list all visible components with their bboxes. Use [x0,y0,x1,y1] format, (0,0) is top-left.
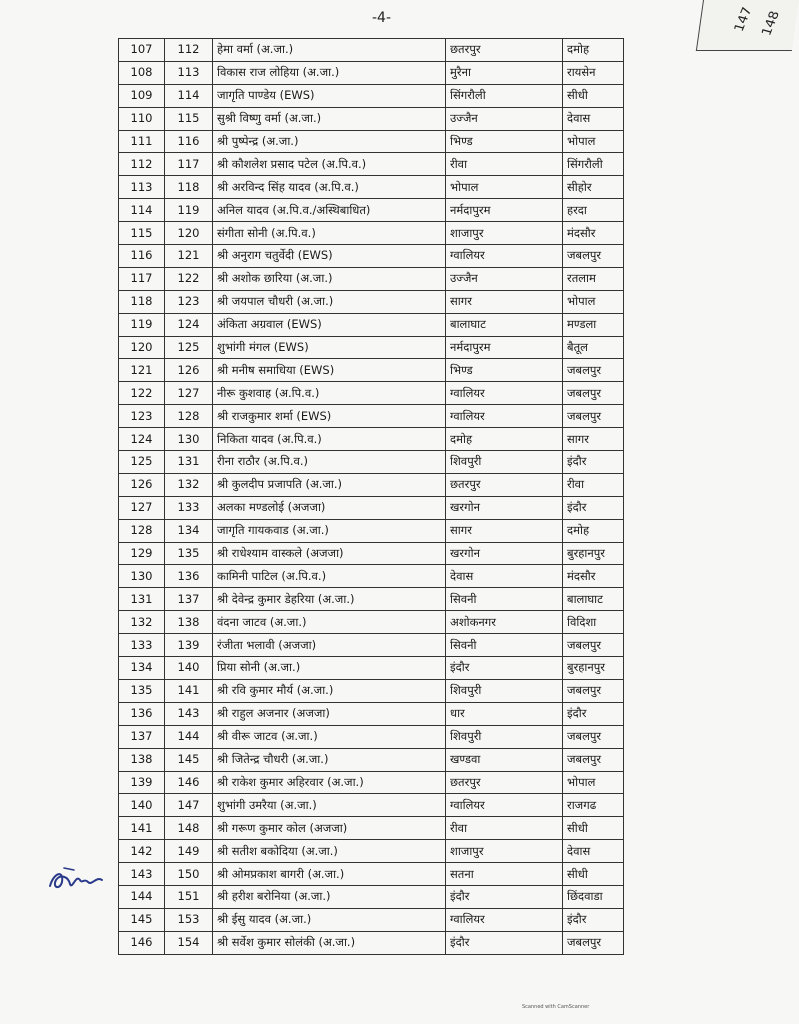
new-posting-cell: इंदौर [563,702,624,725]
table-row [119,199,624,222]
current-posting-cell: ग्वालियर [446,382,563,405]
table-row [119,313,624,336]
serial-number-cell: 133 [119,634,165,657]
employee-name-cell: वंदना जाटव (अ.जा.) [213,611,446,634]
new-posting-cell: जबलपुर [563,405,624,428]
serial-number-cell: 137 [119,725,165,748]
serial-number-cell: 140 [119,794,165,817]
table-row [119,496,624,519]
serial-number-cell: 119 [119,313,165,336]
serial-number-cell: 144 [119,885,165,908]
table-row [119,61,624,84]
employee-name-cell: श्री हरीश बरोनिया (अ.जा.) [213,885,446,908]
employee-name-cell: श्री मनीष समाधिया (EWS) [213,359,446,382]
current-posting-cell: इंदौर [446,931,563,954]
employee-name-cell: अंकिता अग्रवाल (EWS) [213,313,446,336]
table-row [119,725,624,748]
serial-number-cell: 117 [119,267,165,290]
new-posting-cell: भोपाल [563,290,624,313]
employee-name-cell: सुश्री विष्णु वर्मा (अ.जा.) [213,107,446,130]
table-row [119,176,624,199]
current-posting-cell: भिण्ड [446,130,563,153]
serial-number-cell: 112 [119,153,165,176]
signature-mark [44,862,108,898]
employee-name-cell: शुभांगी मंगल (EWS) [213,336,446,359]
roll-number-cell: 147 [165,794,213,817]
table-row [119,679,624,702]
new-posting-cell: दमोह [563,519,624,542]
new-posting-cell: सीधी [563,817,624,840]
current-posting-cell: सिवनी [446,588,563,611]
roll-number-cell: 133 [165,496,213,519]
table-row [119,588,624,611]
serial-number-cell: 121 [119,359,165,382]
table-row [119,130,624,153]
current-posting-cell: शिवपुरी [446,725,563,748]
current-posting-cell: मुरैना [446,61,563,84]
employee-name-cell: श्री अरविन्द सिंह यादव (अ.पि.व.) [213,176,446,199]
table-row [119,634,624,657]
table-row [119,107,624,130]
serial-number-cell: 116 [119,245,165,268]
new-posting-cell: बालाघाट [563,588,624,611]
roll-number-cell: 151 [165,885,213,908]
employee-name-cell: श्री देवेन्द्र कुमार डेहरिया (अ.जा.) [213,588,446,611]
current-posting-cell: धार [446,702,563,725]
roll-number-cell: 131 [165,451,213,474]
employee-name-cell: जागृति पाण्डेय (EWS) [213,84,446,107]
new-posting-cell: देवास [563,840,624,863]
new-posting-cell: जबलपुर [563,634,624,657]
current-posting-cell: सागर [446,290,563,313]
employee-name-cell: अलका मण्डलोई (अजजा) [213,496,446,519]
table-row [119,245,624,268]
serial-number-cell: 120 [119,336,165,359]
serial-number-cell: 128 [119,519,165,542]
roll-number-cell: 116 [165,130,213,153]
serial-number-cell: 132 [119,611,165,634]
new-posting-cell: भोपाल [563,771,624,794]
corner-mark-2: 148 [759,9,783,38]
current-posting-cell: ग्वालियर [446,908,563,931]
new-posting-cell: जबलपुर [563,382,624,405]
employee-name-cell: विकास राज लोहिया (अ.जा.) [213,61,446,84]
current-posting-cell: इंदौर [446,885,563,908]
employee-name-cell: श्री सर्वेश कुमार सोलंकी (अ.जा.) [213,931,446,954]
serial-number-cell: 110 [119,107,165,130]
serial-number-cell: 118 [119,290,165,313]
employee-name-cell: श्री सतीश बकोदिया (अ.जा.) [213,840,446,863]
table-row [119,451,624,474]
roll-number-cell: 144 [165,725,213,748]
roll-number-cell: 134 [165,519,213,542]
serial-number-cell: 134 [119,657,165,680]
new-posting-cell: जबलपुर [563,748,624,771]
scanner-footer: Scanned with CamScanner [522,1004,590,1010]
table-row [119,565,624,588]
serial-number-cell: 115 [119,222,165,245]
roll-number-cell: 141 [165,679,213,702]
roll-number-cell: 127 [165,382,213,405]
roll-number-cell: 126 [165,359,213,382]
current-posting-cell: इंदौर [446,657,563,680]
current-posting-cell: शाजापुर [446,840,563,863]
corner-mark-1: 147 [731,5,756,34]
new-posting-cell: सीधी [563,863,624,886]
employee-name-cell: रंजीता भलावी (अजजा) [213,634,446,657]
roll-number-cell: 132 [165,473,213,496]
new-posting-cell: जबलपुर [563,725,624,748]
roll-number-cell: 137 [165,588,213,611]
serial-number-cell: 130 [119,565,165,588]
roll-number-cell: 138 [165,611,213,634]
current-posting-cell: भोपाल [446,176,563,199]
current-posting-cell: उज्जैन [446,107,563,130]
roll-number-cell: 119 [165,199,213,222]
employee-name-cell: श्री राधेश्याम वास्कले (अजजा) [213,542,446,565]
corner-stamp [696,0,799,51]
current-posting-cell: रीवा [446,817,563,840]
employee-name-cell: कामिनी पाटिल (अ.पि.व.) [213,565,446,588]
table-row [119,359,624,382]
employee-name-cell: श्री कुलदीप प्रजापति (अ.जा.) [213,473,446,496]
table-row [119,222,624,245]
new-posting-cell: सिंगरौली [563,153,624,176]
table-row [119,336,624,359]
roll-number-cell: 125 [165,336,213,359]
table-row [119,153,624,176]
roll-number-cell: 112 [165,39,213,62]
current-posting-cell: नर्मदापुरम [446,336,563,359]
new-posting-cell: हरदा [563,199,624,222]
table-row [119,885,624,908]
new-posting-cell: सीधी [563,84,624,107]
serial-number-cell: 146 [119,931,165,954]
current-posting-cell: खण्डवा [446,748,563,771]
serial-number-cell: 142 [119,840,165,863]
table-row [119,931,624,954]
current-posting-cell: शिवपुरी [446,451,563,474]
roll-number-cell: 140 [165,657,213,680]
current-posting-cell: बालाघाट [446,313,563,336]
roll-number-cell: 128 [165,405,213,428]
roll-number-cell: 143 [165,702,213,725]
current-posting-cell: शिवपुरी [446,679,563,702]
new-posting-cell: राजगढ [563,794,624,817]
roll-number-cell: 122 [165,267,213,290]
new-posting-cell: मंदसौर [563,565,624,588]
new-posting-cell: बैतूल [563,336,624,359]
serial-number-cell: 127 [119,496,165,519]
new-posting-cell: मण्डला [563,313,624,336]
serial-number-cell: 124 [119,428,165,451]
table-row [119,611,624,634]
serial-number-cell: 113 [119,176,165,199]
current-posting-cell: नर्मदापुरम [446,199,563,222]
table-row [119,428,624,451]
roll-number-cell: 148 [165,817,213,840]
employee-name-cell: श्री अनुराग चतुर्वेदी (EWS) [213,245,446,268]
new-posting-cell: जबलपुर [563,245,624,268]
employee-name-cell: जागृति गायकवाड (अ.जा.) [213,519,446,542]
serial-number-cell: 123 [119,405,165,428]
new-posting-cell: रीवा [563,473,624,496]
employee-name-cell: श्री अशोक छारिया (अ.जा.) [213,267,446,290]
new-posting-cell: सीहोर [563,176,624,199]
table-row [119,771,624,794]
table-row [119,519,624,542]
table-row [119,794,624,817]
transfer-table-body [119,39,624,955]
new-posting-cell: जबलपुर [563,679,624,702]
current-posting-cell: देवास [446,565,563,588]
current-posting-cell: सिंगरौली [446,84,563,107]
serial-number-cell: 143 [119,863,165,886]
table-row [119,39,624,62]
roll-number-cell: 149 [165,840,213,863]
new-posting-cell: रायसेन [563,61,624,84]
current-posting-cell: ग्वालियर [446,405,563,428]
new-posting-cell: विदिशा [563,611,624,634]
serial-number-cell: 136 [119,702,165,725]
serial-number-cell: 139 [119,771,165,794]
current-posting-cell: सतना [446,863,563,886]
current-posting-cell: ग्वालियर [446,245,563,268]
employee-name-cell: प्रिया सोनी (अ.जा.) [213,657,446,680]
roll-number-cell: 135 [165,542,213,565]
current-posting-cell: छतरपुर [446,771,563,794]
roll-number-cell: 150 [165,863,213,886]
table-row [119,748,624,771]
current-posting-cell: छतरपुर [446,39,563,62]
new-posting-cell: जबलपुर [563,931,624,954]
serial-number-cell: 108 [119,61,165,84]
roll-number-cell: 118 [165,176,213,199]
roll-number-cell: 139 [165,634,213,657]
employee-name-cell: निकिता यादव (अ.पि.व.) [213,428,446,451]
current-posting-cell: रीवा [446,153,563,176]
roll-number-cell: 145 [165,748,213,771]
employee-name-cell: शुभांगी उमरैया (अ.जा.) [213,794,446,817]
new-posting-cell: इंदौर [563,451,624,474]
serial-number-cell: 111 [119,130,165,153]
new-posting-cell: इंदौर [563,908,624,931]
roll-number-cell: 114 [165,84,213,107]
new-posting-cell: सागर [563,428,624,451]
roll-number-cell: 124 [165,313,213,336]
table-row [119,863,624,886]
new-posting-cell: बुरहानपुर [563,657,624,680]
new-posting-cell: बुरहानपुर [563,542,624,565]
current-posting-cell: खरगोन [446,542,563,565]
current-posting-cell: भिण्ड [446,359,563,382]
employee-name-cell: रीना राठौर (अ.पि.व.) [213,451,446,474]
roll-number-cell: 113 [165,61,213,84]
new-posting-cell: जबलपुर [563,359,624,382]
serial-number-cell: 126 [119,473,165,496]
table-row [119,473,624,496]
current-posting-cell: खरगोन [446,496,563,519]
serial-number-cell: 122 [119,382,165,405]
table-row [119,702,624,725]
roll-number-cell: 136 [165,565,213,588]
employee-name-cell: श्री राकेश कुमार अहिरवार (अ.जा.) [213,771,446,794]
employee-name-cell: श्री रवि कुमार मौर्य (अ.जा.) [213,679,446,702]
roll-number-cell: 123 [165,290,213,313]
employee-name-cell: हेमा वर्मा (अ.जा.) [213,39,446,62]
table-row [119,840,624,863]
current-posting-cell: सिवनी [446,634,563,657]
roll-number-cell: 153 [165,908,213,931]
roll-number-cell: 120 [165,222,213,245]
employee-name-cell: श्री वीरू जाटव (अ.जा.) [213,725,446,748]
serial-number-cell: 129 [119,542,165,565]
table-row [119,267,624,290]
serial-number-cell: 107 [119,39,165,62]
employee-name-cell: श्री कौशलेश प्रसाद पटेल (अ.पि.व.) [213,153,446,176]
serial-number-cell: 138 [119,748,165,771]
employee-name-cell: श्री राजकुमार शर्मा (EWS) [213,405,446,428]
current-posting-cell: दमोह [446,428,563,451]
table-row [119,908,624,931]
current-posting-cell: अशोकनगर [446,611,563,634]
employee-name-cell: श्री ओमप्रकाश बागरी (अ.जा.) [213,863,446,886]
roll-number-cell: 121 [165,245,213,268]
new-posting-cell: भोपाल [563,130,624,153]
employee-name-cell: श्री पुष्पेन्द्र (अ.जा.) [213,130,446,153]
serial-number-cell: 145 [119,908,165,931]
roll-number-cell: 154 [165,931,213,954]
table-row [119,290,624,313]
employee-name-cell: श्री जयपाल चौधरी (अ.जा.) [213,290,446,313]
roll-number-cell: 117 [165,153,213,176]
current-posting-cell: ग्वालियर [446,794,563,817]
serial-number-cell: 131 [119,588,165,611]
new-posting-cell: इंदौर [563,496,624,519]
serial-number-cell: 125 [119,451,165,474]
table-row [119,405,624,428]
employee-name-cell: संगीता सोनी (अ.पि.व.) [213,222,446,245]
page-number: -4- [372,10,392,26]
employee-name-cell: श्री ईसु यादव (अ.जा.) [213,908,446,931]
current-posting-cell: सागर [446,519,563,542]
serial-number-cell: 114 [119,199,165,222]
table-row [119,817,624,840]
new-posting-cell: मंदसौर [563,222,624,245]
table-row [119,657,624,680]
employee-name-cell: श्री जितेन्द्र चौधरी (अ.जा.) [213,748,446,771]
roll-number-cell: 115 [165,107,213,130]
table-row [119,84,624,107]
new-posting-cell: रतलाम [563,267,624,290]
current-posting-cell: शाजापुर [446,222,563,245]
table-row [119,382,624,405]
employee-name-cell: नीरू कुशवाह (अ.पि.व.) [213,382,446,405]
employee-name-cell: श्री राहुल अजनार (अजजा) [213,702,446,725]
table-row [119,542,624,565]
serial-number-cell: 109 [119,84,165,107]
new-posting-cell: दमोह [563,39,624,62]
current-posting-cell: उज्जैन [446,267,563,290]
new-posting-cell: छिंदवाडा [563,885,624,908]
serial-number-cell: 135 [119,679,165,702]
transfer-table [118,38,624,955]
serial-number-cell: 141 [119,817,165,840]
new-posting-cell: देवास [563,107,624,130]
employee-name-cell: अनिल यादव (अ.पि.व./अस्थिबाधित) [213,199,446,222]
current-posting-cell: छतरपुर [446,473,563,496]
employee-name-cell: श्री गरूण कुमार कोल (अजजा) [213,817,446,840]
roll-number-cell: 146 [165,771,213,794]
roll-number-cell: 130 [165,428,213,451]
